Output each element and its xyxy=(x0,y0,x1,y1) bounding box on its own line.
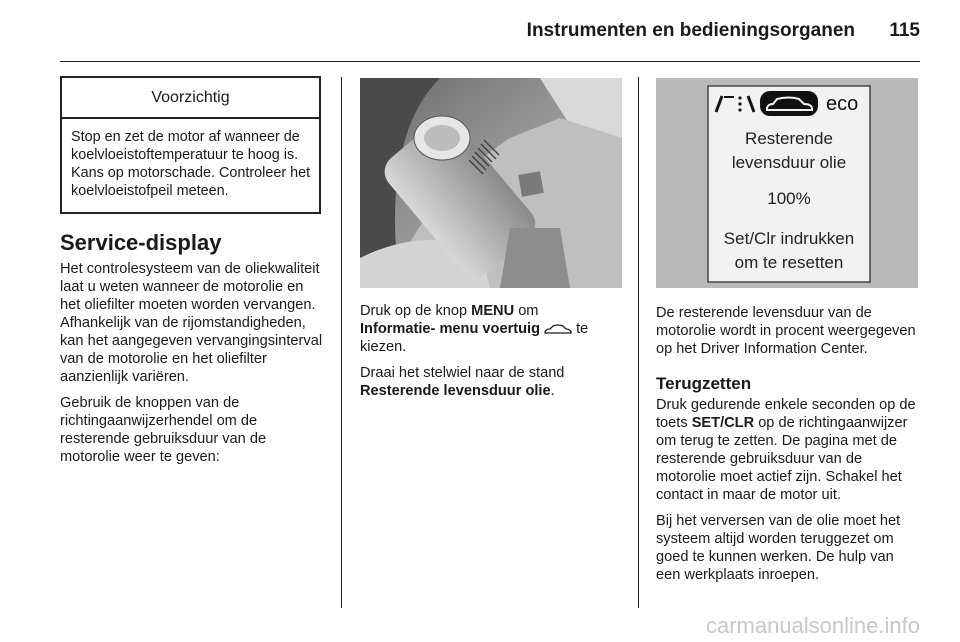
vehicle-info-menu-label: Informatie- menu voertuig xyxy=(360,321,541,337)
display-oil-percent: 100% xyxy=(767,189,811,208)
paragraph-oil-monitoring: Het controlesysteem van de oliekwaliteit laat u weten wanneer de motorolie en het oliefilter moeten worden vervangen. Afhankelijk van de rijomstandigheden, kan het aangegeven vervangingsinterval van de motorolie en het oliefilter aanzienlijk variëren. xyxy=(60,261,323,385)
column-2 xyxy=(360,78,622,408)
car-icon xyxy=(544,323,572,335)
eco-label: eco xyxy=(826,93,859,115)
page-header xyxy=(0,0,960,60)
paragraph-turn-wheel: Draai het stelwiel naar de stand Resterende levensduur olie. xyxy=(360,365,565,399)
menu-button-label: MENU xyxy=(471,303,515,319)
caution-title: Voorzichtig xyxy=(62,78,319,119)
caution-box xyxy=(60,76,321,214)
display-line-1: Resterende xyxy=(745,129,833,148)
paragraph-oil-life-percent: De resterende levensduur van de motorolie wordt in procent weergegeven op het Driver Information Center. xyxy=(656,305,916,357)
display-line-3: Set/Clr indrukken xyxy=(723,229,855,248)
paragraph-use-buttons: Gebruik de knoppen van de richtingaanwijzerhendel om de resterende gebruiksduur van de motorolie weer te geven: xyxy=(60,395,267,465)
car-tab-icon xyxy=(760,91,818,116)
set-clr-label: SET/CLR xyxy=(691,415,755,431)
turn-signal-lever-photo xyxy=(360,78,622,288)
paragraph-reset-after-oil-change: Bij het verversen van de olie moet het systeem altijd worden teruggezet om goed te kunnen werken. De hulp van een werkplaats inroepen. xyxy=(656,513,901,583)
remaining-oil-life-label: Resterende levensduur olie xyxy=(360,383,551,399)
page-title: Instrumenten en bedieningsorganen xyxy=(526,20,855,41)
dots-icon xyxy=(738,96,741,111)
display-line-2: levensduur olie xyxy=(731,153,847,172)
watermark: carmanualsonline.info xyxy=(705,613,920,638)
oil-life-display-screen xyxy=(656,78,918,288)
header-rule xyxy=(60,61,920,62)
paragraph-press-menu: Druk op de knop MENU om Informatie- menu voertuig te kiezen. xyxy=(360,303,589,355)
paragraph-reset-instructions: Druk gedurende enkele seconden op de toets SET/CLR op de richtingaanwijzer om terug te zetten. De pagina met de resterende gebruiksduur van de motorolie moet actief zijn. Schakel het contact in maar de motor uit. xyxy=(656,397,916,503)
section-heading-service-display: Service-display xyxy=(60,230,222,255)
display-line-4: om te resetten xyxy=(734,253,844,272)
column-divider-1 xyxy=(341,77,342,608)
page-number: 115 xyxy=(889,20,920,41)
column-1 xyxy=(60,76,325,474)
section-heading-terugzetten: Terugzetten xyxy=(656,374,752,393)
column-divider-2 xyxy=(638,77,639,608)
column-3 xyxy=(656,78,922,592)
caution-body: Stop en zet de motor af wanneer de koelvloeistoftemperatuur te hoog is. Kans op motorschade. Controleer het koelvloeistofpeil meteen. xyxy=(71,129,311,199)
